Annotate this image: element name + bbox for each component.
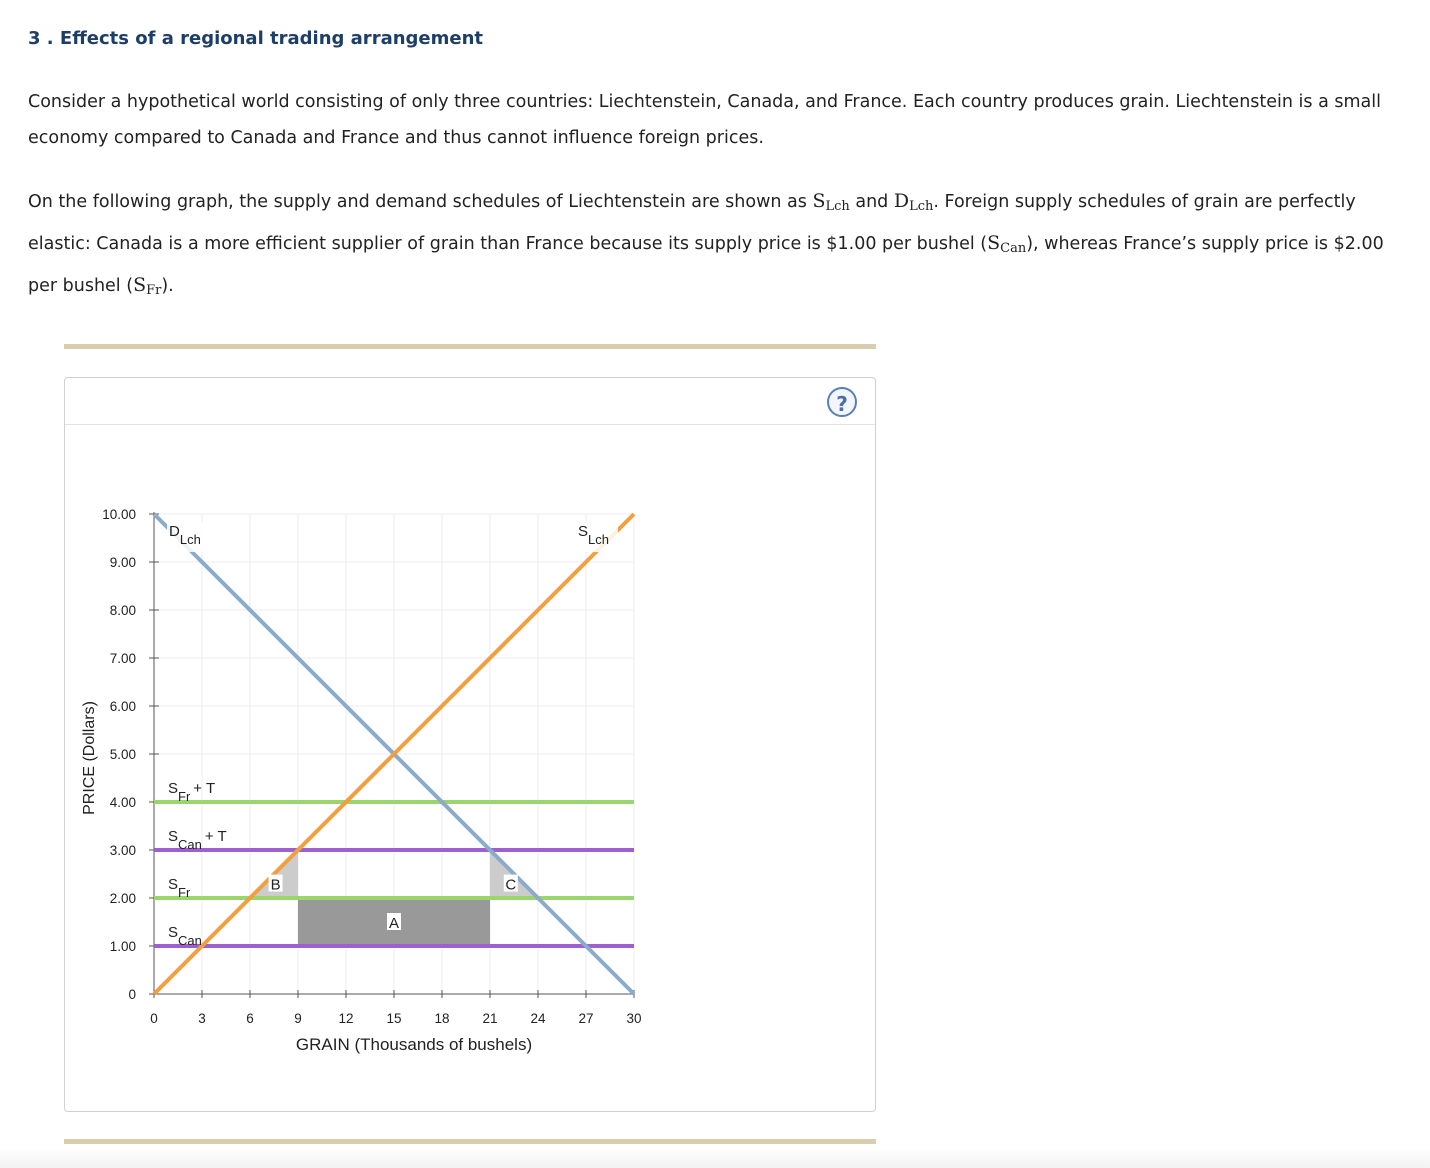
para2-text-4: ), whereas France’s supply price is $2.00 per bushel ( — [28, 234, 1384, 296]
x-tick-label: 15 — [386, 1011, 402, 1026]
supply-label: SLch — [578, 523, 609, 547]
y-tick-label: 3.00 — [109, 843, 136, 858]
area-label-a: A — [388, 915, 400, 932]
y-tick-label: 4.00 — [109, 795, 136, 810]
demand-label: DLch — [169, 523, 201, 547]
s-lch-symbol: $S_{Lch}$ — [812, 190, 850, 214]
x-tick-label: 27 — [578, 1011, 594, 1026]
x-tick-label: 18 — [434, 1011, 450, 1026]
x-tick-label: 24 — [530, 1011, 546, 1026]
x-tick-label: 21 — [482, 1011, 498, 1026]
para2-text-2: and — [849, 192, 894, 212]
x-tick-label: 6 — [246, 1011, 254, 1026]
y-tick-label: 10.00 — [102, 507, 136, 522]
divider-bottom — [64, 1139, 876, 1144]
area-label-b: B — [270, 876, 281, 894]
intro-paragraph: Consider a hypothetical world consisting of only three countries: Liechtenstein, Canada, and France. Each country produces grain. Liechtenstein is a small economy compared to Canada and France and thus cannot influence foreign prices. — [28, 92, 1381, 148]
page-title: 3 . Effects of a regional trading arrangement — [28, 28, 484, 49]
y-tick-label: 1.00 — [109, 939, 136, 954]
x-tick-label: 30 — [626, 1011, 642, 1026]
scan-label: SCan — [168, 924, 202, 948]
y-tick-label: 8.00 — [109, 603, 136, 618]
sfr-label: SFr — [168, 876, 191, 900]
x-axis-title: GRAIN (Thousands of bushels) — [295, 1035, 533, 1054]
para2-text-1: On the following graph, the supply and demand schedules of Liechtenstein are shown as — [28, 192, 813, 212]
para2-text-3: . Foreign supply schedules of grain are perfectly elastic: Canada is a more efficient supplier of grain than France because its supply price is $1.00 per bushel ( — [28, 192, 1356, 254]
y-tick-label: 2.00 — [109, 891, 136, 906]
d-lch-symbol: $D_{Lch}$ — [893, 190, 934, 214]
area-label-c: C — [505, 876, 517, 894]
y-tick-label: 0 — [128, 987, 136, 1002]
y-tick-label: 5.00 — [109, 747, 136, 762]
scan_t-label: SCan + T — [168, 828, 227, 852]
para2-text-5: ). — [161, 276, 174, 296]
x-tick-label: 0 — [150, 1011, 158, 1026]
x-tick-label: 9 — [294, 1011, 302, 1026]
y-tick-label: 6.00 — [109, 699, 136, 714]
sfr_t-label: SFr + T — [168, 780, 216, 804]
x-tick-label: 12 — [338, 1011, 354, 1026]
page-bottom-shade — [0, 1148, 1430, 1168]
y-axis-title: PRICE (Dollars) — [81, 701, 98, 815]
help-icon[interactable]: ? — [827, 387, 857, 417]
y-tick-label: 9.00 — [109, 555, 136, 570]
y-tick-label: 7.00 — [109, 651, 136, 666]
x-tick-label: 3 — [198, 1011, 206, 1026]
s-can-symbol: $S_{Can}$ — [987, 232, 1027, 256]
s-fr-symbol: $S_{Fr}$ — [133, 274, 162, 298]
